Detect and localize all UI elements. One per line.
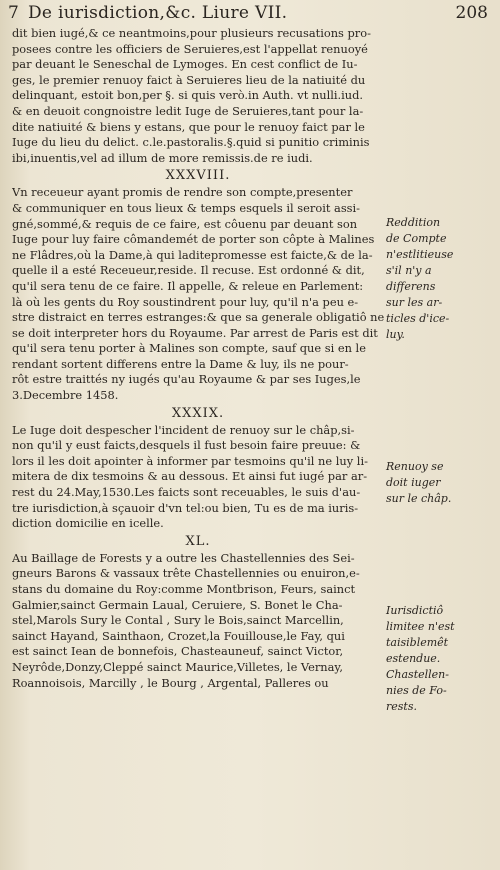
margin-note-line: ticles d'ice- — [386, 312, 450, 325]
text-line: dit bien iugé,& ce neantmoins,pour plusieurs recusations pro- — [12, 26, 371, 40]
section-number: XXXVIII. — [165, 168, 231, 184]
text-line: gneurs Barons & vassaux trête Chastellennies ou enuiron,e- — [12, 566, 360, 581]
margin-note-reddition — [386, 215, 498, 343]
text-line: Roannoisois, Marcilly , le Bourg , Argental, Palleres ou — [12, 675, 329, 690]
margin-note-iurisdiction — [386, 603, 498, 715]
header-left-number: 7 — [8, 3, 19, 23]
margin-note-line: rests. — [386, 700, 417, 713]
text-line: diction domicilie en icelle. — [12, 516, 164, 531]
page-number: 208 — [455, 3, 488, 23]
margin-note-line: estendue. — [386, 652, 441, 665]
margin-note-line: s'il n'y a — [386, 264, 432, 277]
text-line: Iuge du lieu du delict. c.le.pastoralis.§.quid si punitio criminis — [12, 135, 370, 150]
text-line: se doit interpreter hors du Royaume. Par arrest de Paris est dit — [12, 325, 378, 340]
section-number: XXXIX. — [171, 405, 225, 421]
margin-note-line: n'estlitieuse — [386, 248, 454, 261]
text-line: est sainct Iean de bonnefois, Chasteauneuf, sainct Victor, — [12, 644, 344, 659]
text-line: Galmier,sainct Germain Laual, Ceruiere, S. Bonet le Cha- — [12, 597, 343, 612]
text-line: Au Baillage de Forests y a outre les Chastellennies des Sei- — [12, 550, 355, 565]
text-line: ne Flâdres,où la Dame,à qui laditepromesse est faicte,& de la- — [12, 247, 373, 262]
main-text-column — [12, 26, 384, 691]
margin-note-line: differens — [386, 280, 436, 293]
text-line: stel,Marols Sury le Contal , Sury le Bois,sainct Marcellin, — [12, 613, 344, 628]
text-line: delinquant, estoit bon,per §. si quis verò.in Auth. vt nulli.iud. — [12, 88, 364, 103]
text-line: rendant sortent differens entre la Dame & luy, ils ne pour- — [12, 356, 349, 371]
text-line: posees contre les officiers de Seruieres,est l'appellat renuoyé — [12, 41, 368, 56]
margin-note-line: nies de Fo- — [386, 684, 447, 697]
text-line: 3.Decembre 1458. — [12, 388, 119, 403]
margin-note-line: Renuoy se — [386, 460, 444, 473]
text-line: gné,sommé,& requis de ce faire, est côuenu par deuant son — [12, 216, 358, 231]
margin-note-line: luy. — [386, 328, 405, 341]
margin-note-line: Reddition — [386, 216, 441, 229]
text-line: mitera de dix tesmoins & au dessous. Et ainsi fut iugé par ar- — [12, 469, 368, 484]
margin-note-line: limitee n'est — [386, 620, 455, 633]
margin-note-line: doit iuger — [386, 476, 441, 489]
text-line: lors il les doit apointer à informer par tesmoins qu'il ne luy li- — [12, 453, 368, 468]
text-line: & en deuoit congnoistre ledit Iuge de Seruieres,tant pour la- — [12, 103, 364, 118]
text-line: là où les gents du Roy soustindrent pour luy, qu'il n'a peu e- — [12, 294, 359, 309]
text-line: par deuant le Seneschal de Lymoges. En cest conflict de Iu- — [12, 57, 358, 72]
running-title: De iurisdiction,&c. Liure VII. — [28, 3, 288, 23]
text-line: stre distraict en terres estranges:& que sa generale obligatiô ne — [12, 310, 384, 325]
section-number: XL. — [185, 533, 211, 549]
text-line: quelle il a esté Receueur,reside. Il recuse. Est ordonné & dit, — [12, 263, 365, 278]
margin-note-line: sur le châp. — [386, 492, 452, 505]
margin-note-line: taisiblemêt — [386, 636, 449, 649]
text-line: Neyrôde,Donzy,Cleppé sainct Maurice,Villetes, le Vernay, — [12, 659, 343, 674]
text-line: & communiquer en tous lieux & temps esquels il seroit assi- — [12, 200, 361, 215]
text-line: ibi,inuentis,vel ad illum de more remissis.de re iudi. — [12, 150, 313, 165]
margin-note-line: de Compte — [386, 232, 447, 245]
text-line: dite natiuité & biens y estans, que pour le renuoy faict par le — [12, 119, 365, 134]
margin-note-line: Chastellen- — [386, 668, 449, 681]
text-line: Le Iuge doit despescher l'incident de renuoy sur le châp,si- — [12, 422, 355, 437]
text-line: rôt estre traittés ny iugés qu'au Royaume & par ses Iuges,le — [12, 372, 361, 387]
margin-note-line: Iurisdictiô — [386, 604, 444, 617]
text-line: qu'il sera tenu de ce faire. Il appelle, & releue en Parlement: — [12, 278, 364, 293]
margin-note-renuoy — [386, 459, 498, 507]
text-line: Vn receueur ayant promis de rendre son compte,presenter — [12, 185, 353, 200]
text-line: qu'il sera tenu porter à Malines son compte, sauf que si en le — [12, 341, 366, 356]
text-line: sainct Hayand, Sainthaon, Crozet,la Fouillouse,le Fay, qui — [12, 628, 345, 643]
text-line: non qu'il y eust faicts,desquels il fust besoin faire preuue: & — [12, 438, 361, 453]
text-line: rest du 24.May,1530.Les faicts sont receuables, le suis d'au- — [12, 485, 361, 500]
text-line: stans du domaine du Roy:comme Montbrison, Feurs, sainct — [12, 582, 356, 596]
text-line: Iuge pour luy faire cômandemét de porter son côpte à Malines — [12, 232, 375, 247]
text-line: ges, le premier renuoy faict à Seruieres lieu de la natiuité du — [12, 72, 366, 87]
text-line: tre iurisdiction,à sçauoir d'vn tel:ou bien, Tu es de ma iuris- — [12, 500, 359, 515]
margin-note-line: sur les ar- — [386, 296, 443, 309]
